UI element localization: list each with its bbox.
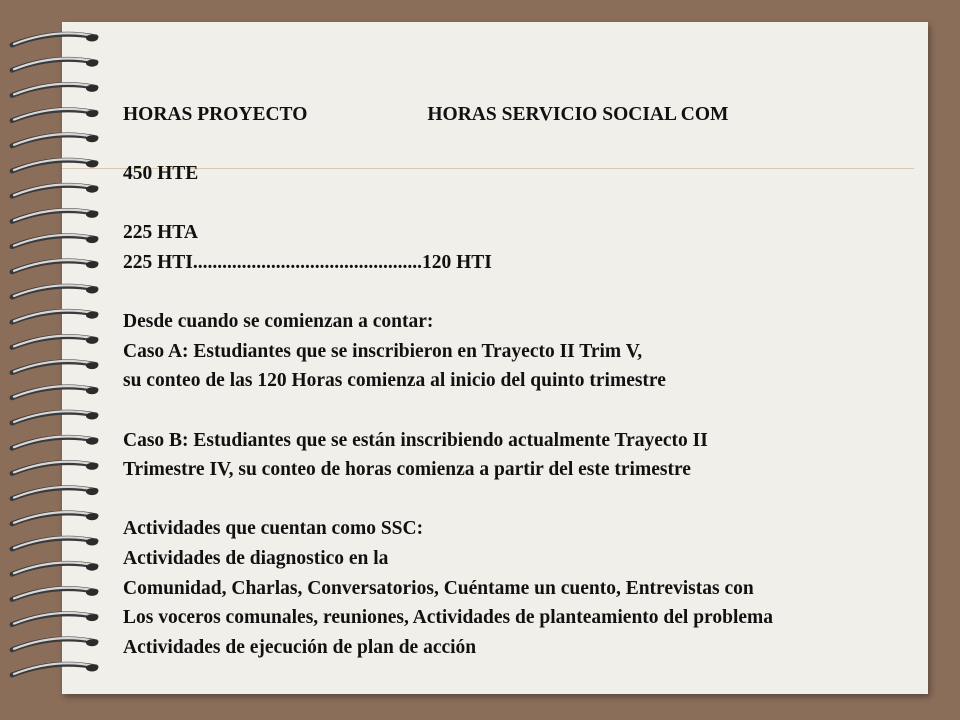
case-a-line-2: su conteo de las 120 Horas comienza al inicio del quinto trimestre bbox=[123, 370, 666, 392]
case-b-line-2: Trimestre IV, su conteo de horas comienza a partir del este trimestre bbox=[123, 459, 691, 481]
spiral-hole bbox=[86, 312, 98, 319]
hta-line: 225 HTA bbox=[123, 222, 198, 244]
spiral-hole bbox=[86, 211, 98, 218]
spiral-hole bbox=[86, 261, 98, 268]
activities-line-3: Los voceros comunales, reuniones, Actividades de planteamiento del problema bbox=[123, 607, 774, 629]
hte-line: 450 HTE bbox=[123, 163, 199, 185]
spiral-hole bbox=[86, 35, 98, 42]
spiral-hole bbox=[86, 337, 98, 344]
hti-line: 225 HTI...............................................120 HTI bbox=[123, 251, 492, 273]
spiral-hole bbox=[86, 564, 98, 571]
case-b-line-1: Caso B: Estudiantes que se están inscribiendo actualmente Trayecto II bbox=[123, 429, 708, 451]
spiral-hole bbox=[86, 85, 98, 92]
horas-servicio-social-heading: HORAS SERVICIO SOCIAL COM bbox=[427, 104, 729, 125]
spiral-hole bbox=[86, 236, 98, 243]
spiral-hole bbox=[86, 362, 98, 369]
header-row bbox=[123, 100, 933, 130]
spiral-hole bbox=[86, 60, 98, 67]
activities-line-4: Actividades de ejecución de plan de acción bbox=[123, 636, 477, 658]
spiral-hole bbox=[86, 488, 98, 495]
spiral-hole bbox=[86, 287, 98, 294]
counting-title: Desde cuando se comienzan a contar: bbox=[123, 311, 434, 333]
spiral-hole bbox=[86, 614, 98, 621]
spiral-hole bbox=[86, 413, 98, 420]
spiral-hole bbox=[86, 665, 98, 672]
spiral-hole bbox=[86, 186, 98, 193]
activities-line-1: Actividades de diagnostico en la bbox=[123, 547, 389, 569]
spiral-hole bbox=[86, 110, 98, 117]
spiral-hole bbox=[86, 161, 98, 168]
spiral-hole bbox=[86, 135, 98, 142]
spiral-binding-icon bbox=[0, 0, 120, 720]
activities-line-2: Comunidad, Charlas, Conversatorios, Cuéntame un cuento, Entrevistas con bbox=[123, 577, 754, 599]
case-a-line-1: Caso A: Estudiantes que se inscribieron en Trayecto II Trim V, bbox=[123, 340, 643, 362]
horas-proyecto-heading: HORAS PROYECTO bbox=[123, 104, 308, 125]
spiral-hole bbox=[86, 387, 98, 394]
spiral-hole bbox=[86, 539, 98, 546]
spiral-hole bbox=[86, 639, 98, 646]
activities-title: Actividades que cuentan como SSC: bbox=[123, 518, 424, 540]
spiral-hole bbox=[86, 463, 98, 470]
slide-content bbox=[123, 100, 933, 662]
spiral-hole bbox=[86, 438, 98, 445]
spiral-hole bbox=[86, 589, 98, 596]
spiral-hole bbox=[86, 513, 98, 520]
